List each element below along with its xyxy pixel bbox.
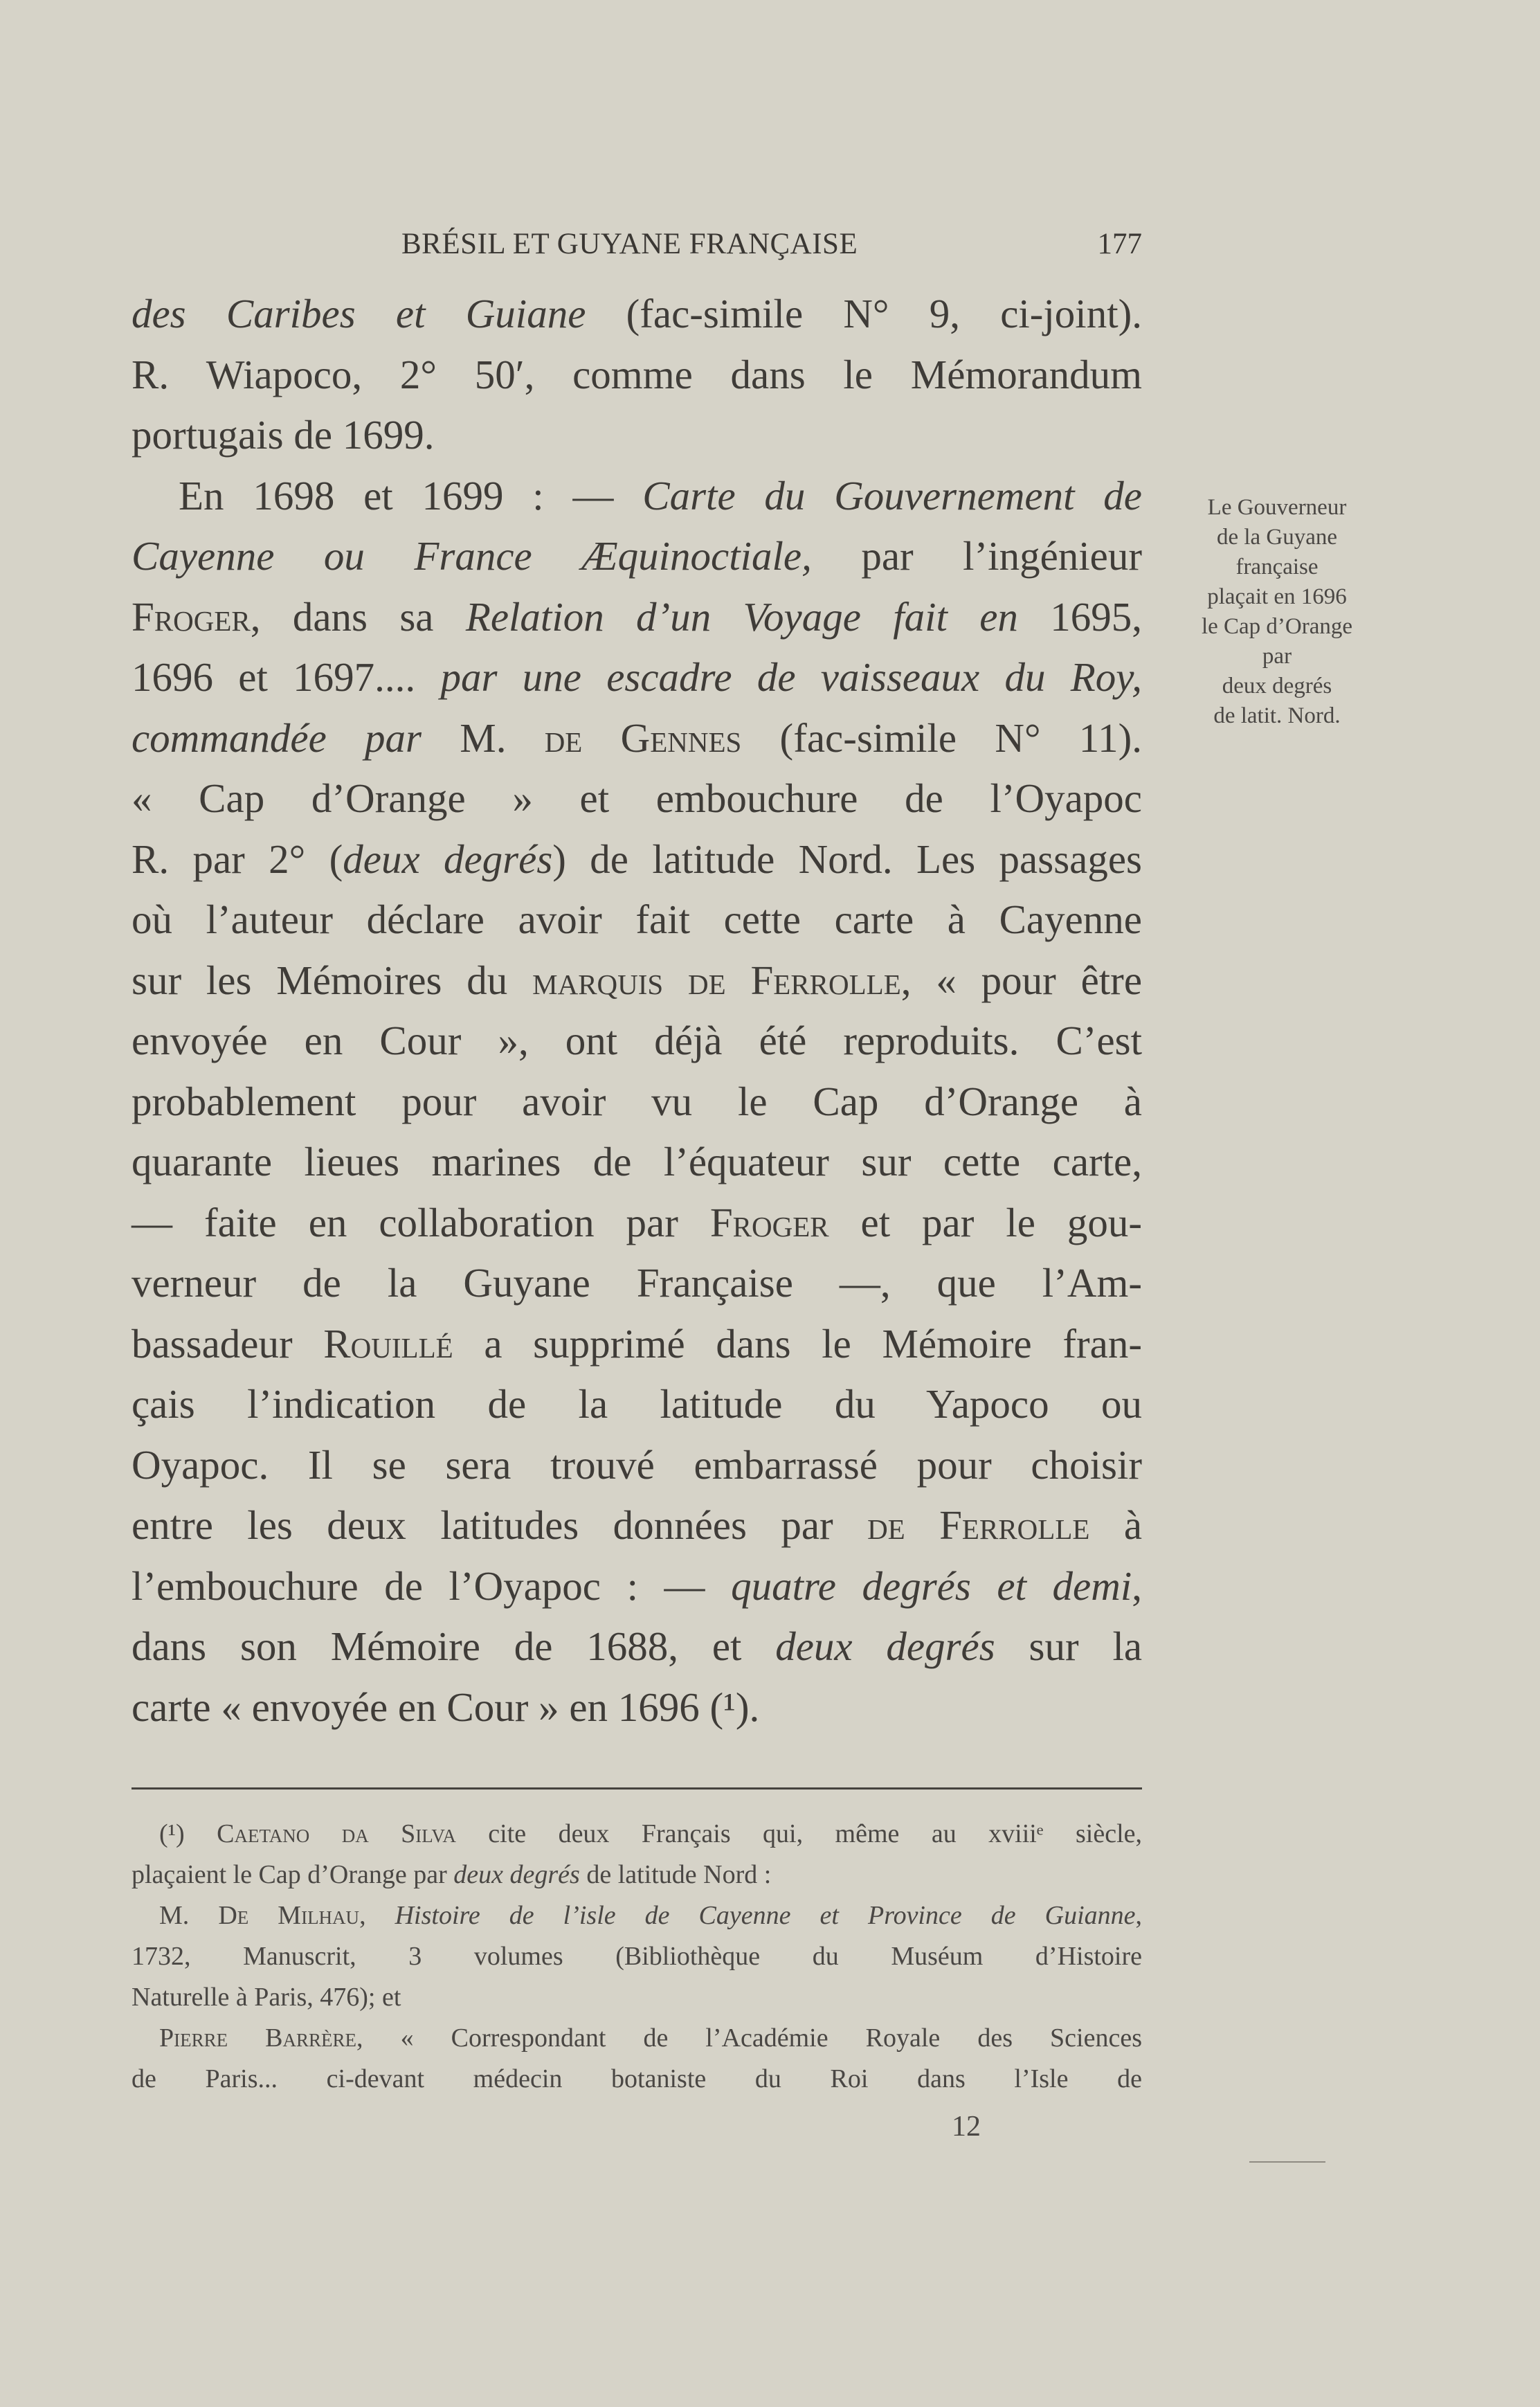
body-line: çais l’indication de la latitude du Yapoco ou — [132, 1381, 1142, 1427]
body-line: dans son Mémoire de 1688, et deux degrés sur la — [132, 1623, 1143, 1669]
body-line: entre les deux latitudes données par de Ferrolle à — [132, 1502, 1143, 1548]
footnote-line: Naturelle à Paris, 476); et — [132, 1983, 401, 2012]
body-line: bassadeur Rouillé a supprimé dans le Mémoire fran- — [132, 1320, 1142, 1367]
body-line: — faite en collaboration par Froger et par le gou- — [132, 1199, 1142, 1245]
body-text — [132, 284, 1142, 1738]
body-line: « Cap d’Orange » et embouchure de l’Oyapoc — [132, 775, 1142, 821]
body-line: probablement pour avoir vu le Cap d’Orange à — [132, 1078, 1142, 1124]
body-line: l’embouchure de l’Oyapoc : — quatre degrés et demi, — [132, 1562, 1142, 1609]
running-header — [401, 227, 1142, 269]
footnote-line: plaçaient le Cap d’Orange par deux degrés de latitude Nord : — [132, 1860, 772, 1889]
margin-note-line: plaçait en 1696 — [1207, 584, 1347, 609]
footnote-rule — [132, 1787, 1142, 1790]
body-line: commandée par M. de Gennes (fac-simile N° 11). — [132, 714, 1142, 761]
signature-mark: 12 — [952, 2111, 981, 2143]
body-line: où l’auteur déclare avoir fait cette carte à Cayenne — [132, 896, 1142, 942]
margin-note-line: de la Guyane — [1216, 525, 1338, 550]
margin-note — [1163, 493, 1391, 731]
body-line: carte « envoyée en Cour » en 1696 (¹). — [132, 1684, 760, 1730]
running-title: BRÉSIL ET GUYANE FRANÇAISE — [401, 228, 858, 260]
page-smudge — [1249, 2161, 1325, 2163]
body-line: Oyapoc. Il se sera trouvé embarrassé pour choisir — [132, 1441, 1142, 1488]
body-line: Cayenne ou France Æquinoctiale, par l’ingénieur — [132, 533, 1142, 579]
body-line: R. Wiapoco, 2° 50′, comme dans le Mémorandum — [132, 351, 1142, 397]
footnote-line: (¹) Caetano da Silva cite deux Français qui, même au xviiiᵉ siècle, — [159, 1819, 1142, 1848]
footnote-line: de Paris... ci-devant médecin botaniste du Roi dans l’Isle de — [132, 2064, 1142, 2093]
body-line: En 1698 et 1699 : — Carte du Gouvernement de — [179, 472, 1142, 519]
margin-note-line: deux degrés — [1222, 674, 1332, 698]
footnote-line: M. De Milhau, Histoire de l’isle de Cayenne et Province de Guianne, — [159, 1901, 1143, 1930]
margin-note-line: le Cap d’Orange — [1201, 614, 1353, 639]
page-number: 177 — [1097, 228, 1142, 260]
footnote-line: 1732, Manuscrit, 3 volumes (Bibliothèque du Muséum d’Histoire — [132, 1942, 1142, 1971]
body-line: portugais de 1699. — [132, 412, 435, 458]
margin-note-line: Le Gouverneur — [1207, 495, 1347, 520]
margin-note-line: par — [1262, 644, 1292, 669]
body-line: des Caribes et Guiane (fac-simile N° 9, ci-joint). — [132, 291, 1142, 336]
body-line: Froger, dans sa Relation d’un Voyage fait en 1695, — [132, 593, 1142, 640]
body-line: quarante lieues marines de l’équateur sur cette carte, — [132, 1139, 1142, 1184]
footnote-line: Pierre Barrère, « Correspondant de l’Académie Royale des Sciences — [159, 2023, 1142, 2053]
body-line: 1696 et 1697.... par une escadre de vaisseaux du Roy, — [132, 654, 1142, 700]
body-line: verneur de la Guyane Française —, que l’Am- — [132, 1260, 1142, 1306]
footnotes — [132, 1814, 1142, 2100]
body-line: R. par 2° (deux degrés) de latitude Nord. Les passages — [132, 836, 1142, 882]
body-line: sur les Mémoires du marquis de Ferrolle, « pour être — [132, 957, 1143, 1003]
margin-note-line: française — [1235, 555, 1319, 579]
margin-note-line: de latit. Nord. — [1213, 703, 1341, 728]
body-line: envoyée en Cour », ont déjà été reproduits. C’est — [132, 1018, 1142, 1063]
